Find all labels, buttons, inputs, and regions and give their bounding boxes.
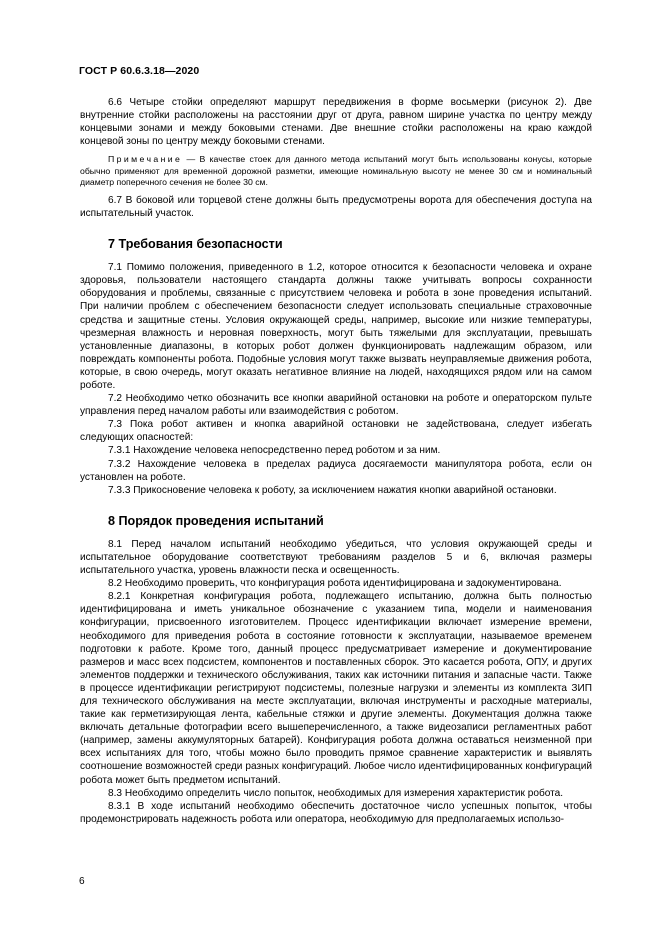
clause-8-3: 8.3 Необходимо определить число попыток, необходимых для измерения характеристик робота. xyxy=(108,787,564,799)
section-7-heading: 7 Требования безопасности xyxy=(108,237,283,252)
clause-7-3-3: 7.3.3 Прикосновение человека к роботу, за исключением нажатия кнопки аварийной остановки. xyxy=(108,484,557,496)
clause-6-6: 6.6 Четыре стойки определяют маршрут передвижения в форме восьмерки (рисунок 2). Две внутренние стойки расположены на расстоянии друг от друга, равном ширине участка по центру между концевыми зонами и между боковыми стенами. Две внешние стойки расположены на краю каждой концевой зоны по центру между боковыми стенами. xyxy=(80,97,592,148)
standard-designation: ГОСТ Р 60.6.3.18—2020 xyxy=(79,65,200,77)
clause-7-3-2: 7.3.2 Нахождение человека в пределах радиуса досягаемости манипулятора робота, если он установлен на роботе. xyxy=(80,458,592,483)
clause-7-3-1: 7.3.1 Нахождение человека непосредственно перед роботом и за ним. xyxy=(108,445,441,457)
note-text: — В качестве стоек для данного метода испытаний могут быть использованы конусы, которые обычно применяют для временной дорожной разметки, имеющие номинальную высоту не менее 30 см и номинальный диаметр поперечного сечения не более 30 см. xyxy=(80,154,592,187)
clause-8-3-1: 8.3.1 В ходе испытаний необходимо обеспечить достаточное число успешных попыток, чтобы продемонстрировать надежность робота или оператора, необходимую для предполагаемых использо- xyxy=(80,800,592,825)
clause-8-1: 8.1 Перед началом испытаний необходимо убедиться, что условия окружающей среды и испытательное оборудование соответствуют требованиям разделов 5 и 6, включая размеры испытательного участка, уровень влажности песка и освещенность. xyxy=(80,538,592,577)
note-label: Примечание xyxy=(108,154,183,165)
clause-7-1: 7.1 Помимо положения, приведенного в 1.2, которое относится к безопасности человека и охране здоровья, пользователи настоящего стандарта должны также учитывать вопросы сохранности оборудования и проблемы, связанные с присутствием человека и робота в зоне проведения испытаний. При наличии проблем с обеспечением безопасности следует использовать специальные страховочные средства и защитные стены. Условия окружающей среды, например, высокие или низкие температуры, чрезмерная влажность и неровная поверхность, могут быть тяжелыми для эксплуатации, превышать установленные диапазоны, в которых робот должен функционировать надлежащим образом, или повреждать компоненты робота. Подобные условия могут также вызвать неуправляемые движения робота, которые, в свою очередь, могут оказать негативное влияние на людей, находящихся рядом или на самом роботе. xyxy=(80,262,592,392)
clause-8-2: 8.2 Необходимо проверить, что конфигурация робота идентифицирована и задокументирована. xyxy=(108,578,562,590)
note xyxy=(80,154,592,188)
clause-6-7: 6.7 В боковой или торцевой стене должны быть предусмотрены ворота для обеспечения доступа на испытательный участок. xyxy=(80,194,592,220)
page-number: 6 xyxy=(79,876,85,887)
clause-7-2: 7.2 Необходимо четко обозначить все кнопки аварийной остановки на роботе и операторском пульте управления перед началом работы или взаимодействия с роботом. xyxy=(80,393,592,418)
section-8-heading: 8 Порядок проведения испытаний xyxy=(108,513,324,528)
clause-7-3: 7.3 Пока робот активен и кнопка аварийной остановки не задействована, следует избегать следующих опасностей: xyxy=(80,419,592,444)
page-body xyxy=(80,96,592,826)
clause-8-2-1: 8.2.1 Конкретная конфигурация робота, подлежащего испытанию, должна быть полностью идентифицирована и иметь уникальное обозначение с указанием типа, модели и наименования конфигурации, присвоенного изготовителем. Процесс идентификации включает измерение времени, необходимого для приведения робота в состояние готовности к эксплуатации, называемое временем подготовки к работе. Кроме того, данный процесс предусматривает измерение и документирование размеров и масс всех подсистем, компонентов и поставленных сборок. Это касается робота, ОПУ, и других элементов поддержки и технического обслуживания, таких как источники питания и запасные части. Также в процессе идентификации регистрируют подсистемы, полезные нагрузки и элементы из комплекта ЗИП для технического обслуживания на месте эксплуатации, включая инструменты и расходные материалы, такие как герметизирующая лента, кабельные стяжки и другие элементы. Документация должна также включать детальные фотографии всего вышеперечисленного, а также видеозаписи регламентных работ (например, замены аккумуляторных батарей). Конфигурация робота должна оставаться неизменной при всех испытаниях для того, чтобы можно было проводить прямое сравнение характеристик и выявлять соотношение возможностей среди разных конфигураций. Любое число идентифицированных конфигураций робота может быть предметом испытаний. xyxy=(80,591,592,786)
